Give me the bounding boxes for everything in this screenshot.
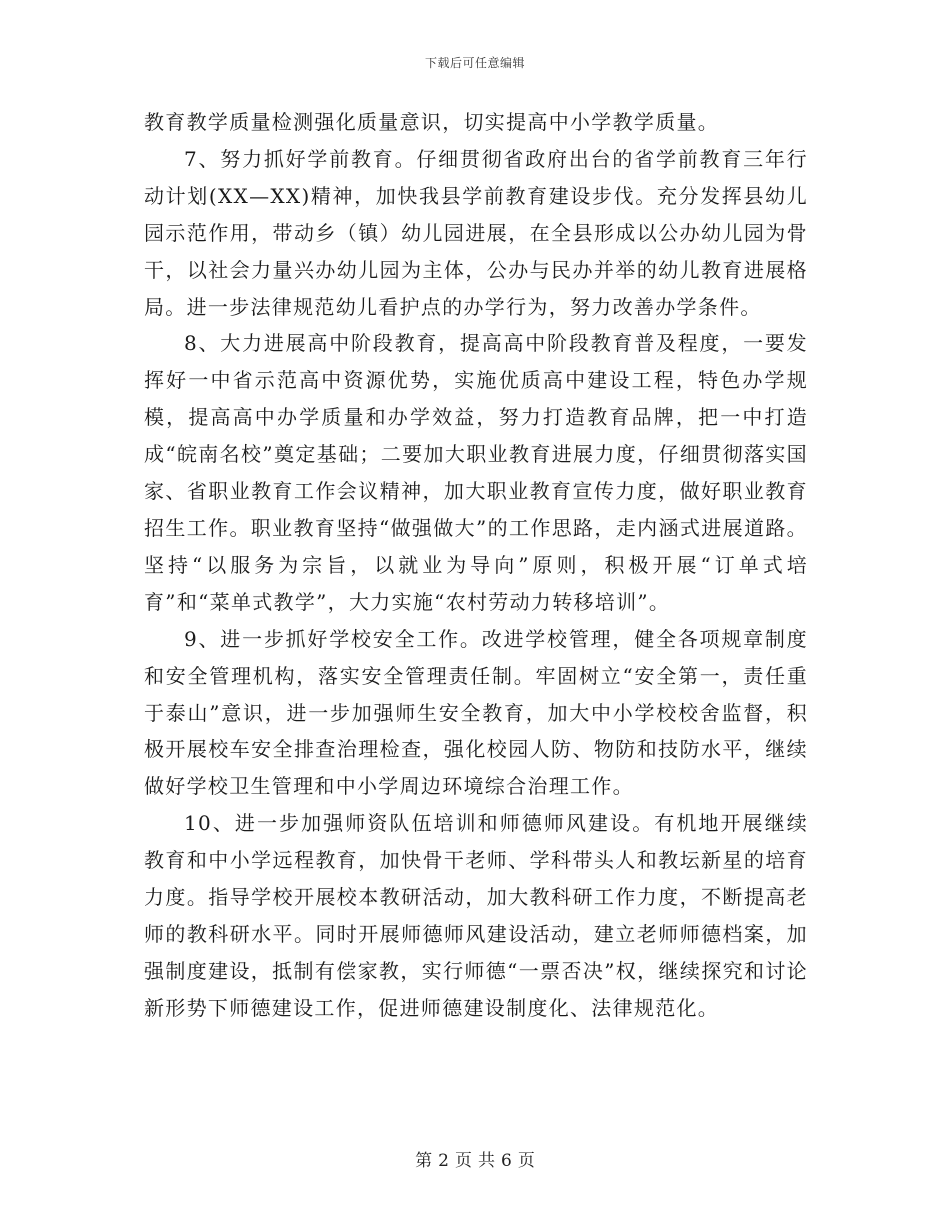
page-footer [0, 1146, 950, 1171]
paragraph-5: 10、进一步加强师资队伍培训和师德师风建设。有机地开展继续教育和中小学远程教育，加快骨干老师、学科带头人和教坛新星的培育力度。指导学校开展校本教研活动，加大教科研工作力度，不断提高老师的教科研水平。同时开展师德师风建设活动，建立老师师德档案，加强制度建设，抵制有偿家教，实行师德“一票否决”权，继续探究和讨论新形势下师德建设工作，促进师德建设制度化、法律规范化。 [144, 811, 808, 1020]
footer-total-label: 共 [478, 1151, 495, 1171]
paragraph-4: 9、进一步抓好学校安全工作。改进学校管理，健全各项规章制度和安全管理机构，落实安全管理责任制。牢固树立“安全第一，责任重于泰山”意识，进一步加强师生安全教育，加大中小学校校舍监督，积极开展校车安全排查治理检查，强化校园人防、物防和技防水平，继续做好学校卫生管理和中小学周边环境综合治理工作。 [144, 626, 808, 799]
paragraph-1: 教育教学质量检测强化质量意识，切实提高中小学教学质量。 [144, 110, 720, 134]
footer-total-pages: 6 [501, 1151, 512, 1171]
footer-current-page: 2 [438, 1151, 449, 1171]
document-body [144, 104, 808, 1027]
paragraph-2: 7、努力抓好学前教育。仔细贯彻省政府出台的省学前教育三年行动计划(XX—XX)精神，加快我县学前教育建设步伐。充分发挥县幼儿园示范作用，带动乡（镇）幼儿园进展，在全县形成以公办幼儿园为骨干，以社会力量兴办幼儿园为主体，公办与民办并举的幼儿教育进展格局。进一步法律规范幼儿看护点的办学行为，努力改善办学条件。 [144, 146, 808, 319]
footer-prefix: 第 [415, 1151, 433, 1171]
paragraph-3: 8、大力进展高中阶段教育，提高高中阶段教育普及程度，一要发挥好一中省示范高中资源优势，实施优质高中建设工程，特色办学规模，提高高中办学质量和办学效益，努力打造教育品牌，把一中打造成“皖南名校”奠定基础；二要加大职业教育进展力度，仔细贯彻落实国家、省职业教育工作会议精神，加大职业教育宣传力度，做好职业教育招生工作。职业教育坚持“做强做大”的工作思路，走内涵式进展道路。坚持“以服务为宗旨，以就业为导向”原则，积极开展“订单式培育”和“菜单式教学”，大力实施“农村劳动力转移培训”。 [144, 331, 808, 614]
page-header: 下载后可任意编辑 [424, 56, 525, 70]
footer-total-unit: 页 [517, 1151, 535, 1171]
footer-page-unit: 页 [455, 1151, 472, 1171]
